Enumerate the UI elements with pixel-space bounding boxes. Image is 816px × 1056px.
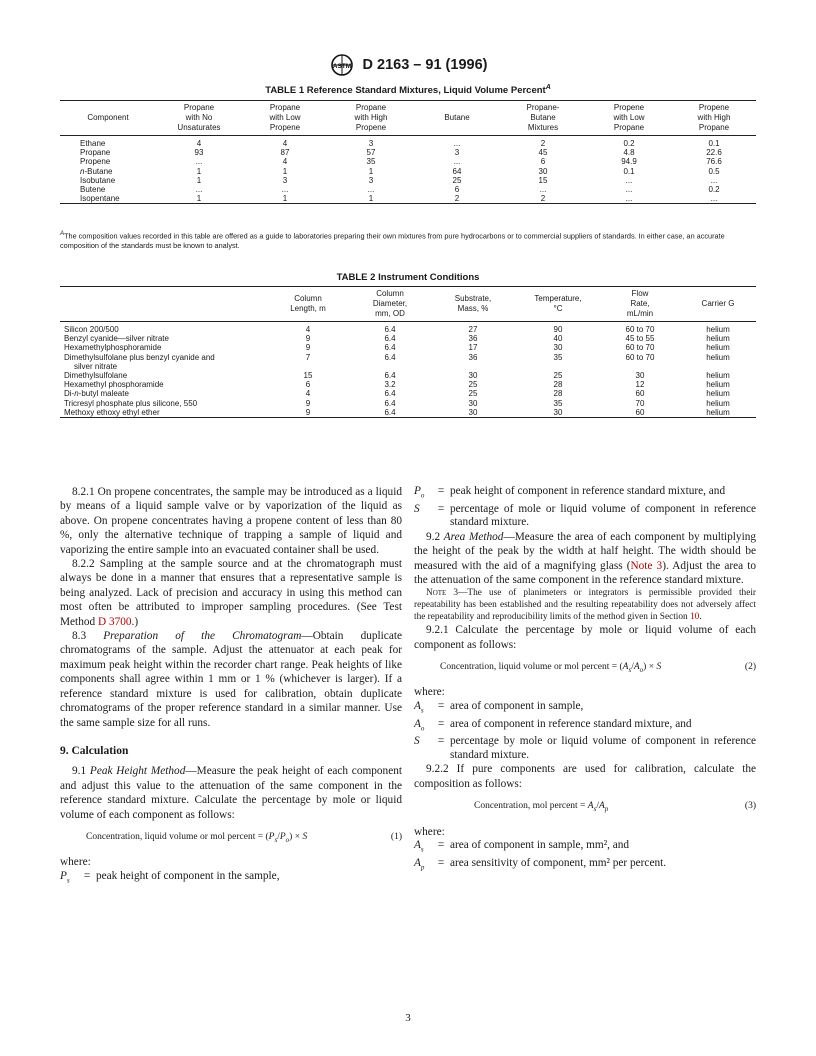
table2-cell: 60 to 70 <box>625 325 655 334</box>
definition-as: $A_s$ = area of component in sample, <box>414 699 584 715</box>
table2-cell: 4 <box>305 325 311 334</box>
where-label: where: <box>60 856 91 869</box>
table2-cell: 60 to 70 <box>625 343 655 353</box>
table2-cell: 3.2 <box>384 380 396 390</box>
table2-cell: helium <box>706 371 730 381</box>
table1-cell: 1 <box>368 166 374 176</box>
where-label-3: where: <box>414 825 445 838</box>
table2-header-row <box>60 287 756 322</box>
table2-cell: 9 <box>305 343 311 353</box>
table1-cell: 22.6 <box>706 148 722 158</box>
table1-column-header: Propane- Butane Mixtures <box>526 103 560 132</box>
table2-row <box>60 334 756 343</box>
table2-cell: 60 to 70 <box>625 352 655 362</box>
table2-cell: Hexamethyl phosphoramide <box>64 380 164 390</box>
table2-cell: Silicon 200/500 <box>64 325 119 334</box>
table1-cell: 2 <box>454 194 460 204</box>
table2-cell: 9 <box>305 398 311 408</box>
table1-cell: 64 <box>452 166 462 176</box>
table2-cell: 9 <box>305 334 311 344</box>
paragraph-8-2-2: 8.2.2 Sampling at the sample source and at the chromatograph must always be done in a manner that ensures that a representative sample is being analyzed. Lack of precision and accuracy in using this method can most often be attributed to improper sampling procedures. (See Test Method D 3700.) <box>60 558 402 628</box>
table1-cell: 6 <box>540 157 546 167</box>
table2-row <box>60 343 756 352</box>
table1-cell: 0.1 <box>708 139 720 148</box>
table1-cell: 3 <box>454 148 460 158</box>
equation-2 <box>440 660 756 677</box>
table2-cell: 6.4 <box>384 398 396 408</box>
paragraph-9-1: 9.1 Peak Height Method—Measure the peak height of each component and adjust this value to the attenuation of the same component in the reference standard mixture. Calculate the percentage by mole or liquid volume of each component as follows: <box>60 765 402 821</box>
table1-cell: Ethane <box>80 139 106 148</box>
table1-cell: 3 <box>282 175 288 185</box>
table2-cell: 30 <box>468 407 478 417</box>
table2-cell: helium <box>706 389 730 399</box>
table1-cell: 3 <box>368 175 374 185</box>
table2-cell: 28 <box>553 380 563 390</box>
table2-cell: Di-n-butyl maleate <box>64 389 129 399</box>
table1-row <box>60 167 756 176</box>
table1-cell: 30 <box>538 166 548 176</box>
table2-cell: 30 <box>553 407 563 417</box>
table2-cell: Dimethylsulfolane plus benzyl cyanide and <box>64 352 215 362</box>
table1-cell: 6 <box>454 185 460 195</box>
table2-column-header: Temperature, °C <box>534 294 582 313</box>
table2-cell: 17 <box>468 343 478 353</box>
paragraph-8-2-1: 8.2.1 On propene concentrates, the sample may be introduced as a liquid by means of a liquid sample valve or by vaporization of the liquid as above. On propene concentrates having a propene content of less than 80 %, only the alternative technique of trapping a sample of liquid and vaporizing the entire sample into an evacuated container shall be used. <box>60 486 402 556</box>
table2-cell: silver nitrate <box>74 361 118 371</box>
table1-cell: ... <box>367 185 375 195</box>
table2-cell <box>266 362 350 371</box>
table2-cell: helium <box>706 407 730 417</box>
definition-ao: $A_o$ = area of component in reference standard mixture, and <box>414 717 692 732</box>
equation-3 <box>474 799 756 816</box>
definition-s: S = percentage of mole or liquid volume of component in reference standard mixture. <box>414 502 756 529</box>
table1-cell: 25 <box>452 175 462 185</box>
table1-cell: Propane <box>80 148 111 158</box>
table1-cell: ... <box>625 194 633 204</box>
table1-cell: 15 <box>538 175 548 185</box>
table1-cell: 0.2 <box>708 185 720 195</box>
table1-cell: 93 <box>194 148 204 158</box>
table2-row <box>60 380 756 389</box>
section-9-heading: 9. Calculation <box>60 744 129 757</box>
table2-column-header: Column Length, m <box>290 294 326 313</box>
table2-column-header: Flow Rate, mL/min <box>626 289 654 318</box>
table1-cell: 76.6 <box>706 157 722 167</box>
table2-cell: helium <box>706 343 730 353</box>
table2-cell: 30 <box>468 371 478 381</box>
table1-header-row <box>60 101 756 136</box>
table1-row <box>60 148 756 157</box>
table2-row <box>60 399 756 408</box>
table1-cell: 3 <box>368 139 374 148</box>
table1-row <box>60 194 756 204</box>
table2-cell: 25 <box>553 371 563 381</box>
table1-cell: ... <box>625 175 633 185</box>
table2-cell: Dimethylsulfolane <box>64 371 128 381</box>
link-d3700[interactable]: D 3700 <box>97 615 132 628</box>
table2-column-header: Carrier G <box>701 299 735 308</box>
table1-cell: 1 <box>196 166 202 176</box>
table1-cell: 0.5 <box>708 166 720 176</box>
table2-row <box>60 362 756 371</box>
table2-cell: 6.4 <box>384 334 396 344</box>
equation-1-formula: Concentration, liquid volume or mol percent = $(P_s/P_o) \times S$ <box>86 831 308 844</box>
definition-s-2: S = percentage by mole or liquid volume of component in reference standard mixture. <box>414 735 756 761</box>
table2-cell: 36 <box>468 334 478 344</box>
table2-cell <box>430 362 516 371</box>
table2-cell: 12 <box>635 380 645 390</box>
table2-cell: 9 <box>305 407 311 417</box>
table2-cell: 28 <box>553 389 563 399</box>
table1-cell: Butene <box>80 185 106 195</box>
table2-row <box>60 353 756 362</box>
table1-cell: 0.1 <box>623 166 635 176</box>
table1-column-header: Propene with Low Propane <box>613 103 645 132</box>
table2-cell: 6.4 <box>384 389 396 399</box>
table1-cell: 1 <box>282 194 288 204</box>
table2-cell: 4 <box>305 389 311 399</box>
table1-row <box>60 157 756 166</box>
table1-row <box>60 136 756 149</box>
paragraph-9-2-1: 9.2.1 Calculate the percentage by mole or liquid volume of each component as follows: <box>414 624 756 651</box>
table1 <box>60 100 756 204</box>
table1-cell: 2 <box>540 139 546 148</box>
table1-cell: 1 <box>196 175 202 185</box>
table1-cell: 57 <box>366 148 376 158</box>
paragraph-9-2-2: 9.2.2 If pure components are used for calibration, calculate the composition as follows: <box>414 763 756 790</box>
table1-cell: 1 <box>282 166 288 176</box>
table1-row <box>60 185 756 194</box>
table1-cell: 45 <box>538 148 548 158</box>
table2-cell: 25 <box>468 380 478 390</box>
table2-cell: 30 <box>553 343 563 353</box>
table2-cell: 30 <box>468 398 478 408</box>
table2-cell: helium <box>706 398 730 408</box>
table1-cell: 1 <box>196 194 202 204</box>
table1-cell: Propene <box>80 157 111 167</box>
table2-cell: 7 <box>305 352 311 362</box>
table1-cell: 4 <box>196 139 202 148</box>
table2-row <box>60 371 756 380</box>
table1-cell: Isopentane <box>80 194 120 204</box>
right-column <box>414 485 756 874</box>
table1-cell: ... <box>453 157 461 167</box>
paragraph-8-3: 8.3 Preparation of the Chromatogram—Obtain duplicate chromatograms of the sample. Adjust the attenuator at each peak for maximum peak height within the recorder chart range. Peak heights of like components shall agree within 1 mm or 1 % (whichever is larger). If a reference standard mixture is used for calibration, obtain duplicate chromatograms of the proper reference standard in a similar manner. Use the same sample size for all runs. <box>60 630 402 729</box>
table1-cell: 87 <box>280 148 290 158</box>
table1-cell: ... <box>539 185 547 195</box>
where-label-2: where: <box>414 686 445 699</box>
equation-3-formula: Concentration, mol percent = $A_s/A_p$ <box>474 801 609 814</box>
table2-cell <box>600 362 680 371</box>
definition-ap: $A_p$ = area sensitivity of component, mm² per percent. <box>414 856 667 871</box>
table2-cell <box>350 362 430 371</box>
table2-cell: 60 <box>635 389 645 399</box>
table1-cell: 35 <box>366 157 376 167</box>
table2-cell: 45 to 55 <box>625 334 655 344</box>
table1-column-header: Butane <box>444 113 470 122</box>
table1-cell: Isobutane <box>80 175 116 185</box>
table2-cell: Benzyl cyanide—silver nitrate <box>64 334 169 344</box>
table2-cell: 6.4 <box>384 407 396 417</box>
equation-3-number: (3) <box>744 801 756 812</box>
table2-column-header: Column Diameter, mm, OD <box>372 289 408 318</box>
table1-cell: ... <box>710 194 718 204</box>
table1-cell: ... <box>453 139 461 148</box>
table2 <box>60 286 756 418</box>
definition-as-2: $A_s$ = area of component in sample, mm², and <box>414 838 630 854</box>
table1-cell: ... <box>281 185 289 195</box>
table2-cell: 36 <box>468 352 478 362</box>
table2-cell: helium <box>706 380 730 390</box>
link-note-3[interactable]: Note 3 <box>630 559 663 572</box>
equation-1-number: (1) <box>390 831 402 842</box>
table2-cell: 6.4 <box>384 371 396 381</box>
table2-cell: 30 <box>635 371 645 381</box>
astm-logo-icon <box>329 54 355 76</box>
table1-column-header: Propane with Low Propene <box>269 103 301 132</box>
table2-cell: Tricresyl phosphate plus silicone, 550 <box>64 398 198 408</box>
table2-cell: 6 <box>305 380 311 390</box>
table2-cell <box>516 362 600 371</box>
document-designation: D 2163 – 91 (1996) <box>362 57 488 73</box>
note-3: Note 3—The use of planimeters or integrators is permissible provided their repeatability has been established and the resulting repeatability does not adversely affect the repeatability and reproducibility limits of the method given in Section 10. <box>414 588 757 623</box>
table1-title: TABLE 1 Reference Standard Mixtures, Liquid Volume Percent$^A$ <box>265 84 551 97</box>
definition-ps: $P_s$ = peak height of component in the sample, <box>60 869 280 884</box>
table2-row <box>60 408 756 418</box>
table2-row <box>60 389 756 398</box>
table1-cell: 4 <box>282 139 288 148</box>
table2-cell: 35 <box>553 352 563 362</box>
table2-cell: 70 <box>635 398 645 408</box>
table2-column-header: Substrate, Mass, % <box>454 294 492 313</box>
table1-cell: n-Butane <box>80 166 113 176</box>
table1-cell: ... <box>195 157 203 167</box>
table1-cell: ... <box>710 175 718 185</box>
table2-title: TABLE 2 Instrument Conditions <box>336 272 480 283</box>
table1-cell: 4.8 <box>623 148 635 158</box>
table1-cell: 4 <box>282 157 288 167</box>
table2-cell: 25 <box>468 389 478 399</box>
table1-cell: 94.9 <box>621 157 637 167</box>
equation-2-number: (2) <box>744 662 756 673</box>
table2-cell: 15 <box>303 371 313 381</box>
table2-row <box>60 322 756 335</box>
table2-column-header <box>60 287 266 322</box>
paragraph-9-2: 9.2 Area Method—Measure the area of each component by multiplying the height of the peak by the width at half height. The width should be measured with the aid of a magnifying glass (Note 3). Adjust the area to the attenuation of the same component in the reference standard mixture. <box>414 530 757 586</box>
equation-2-formula: Concentration, liquid volume or mol percent = $(A_s/A_o) \times S$ <box>440 662 662 675</box>
table1-row <box>60 176 756 185</box>
table1-cell: 1 <box>368 194 374 204</box>
table1-cell: ... <box>625 185 633 195</box>
table2-cell: 90 <box>553 325 563 334</box>
page-number: 3 <box>405 1012 411 1024</box>
definition-po: $P_o$ = peak height of component in reference standard mixture, and <box>414 485 726 500</box>
table2-cell: Methoxy ethoxy ethyl ether <box>64 407 160 417</box>
table2-cell: helium <box>706 325 730 334</box>
equation-1 <box>86 830 402 847</box>
table2-cell: 27 <box>468 325 478 334</box>
table2-cell: helium <box>706 334 730 344</box>
table1-column-header: Propane with No Unsaturates <box>177 103 221 132</box>
table1-cell: ... <box>195 185 203 195</box>
table1-column-header: Propane with High Propene <box>354 103 388 132</box>
table1-cell: 0.2 <box>623 139 635 148</box>
table2-cell: 60 <box>635 407 645 417</box>
table1-column-header: Component <box>87 113 129 122</box>
page-header <box>0 54 816 76</box>
table2-cell: helium <box>706 352 730 362</box>
table1-cell: 2 <box>540 194 546 204</box>
left-column <box>60 485 402 887</box>
table1-footnote: $^A$The composition values recorded in this table are offered as a guide to laboratories preparing their own mixtures from pure hydrocarbons or to commercial suppliers of standards. In either case, an accurate composition of the standards must be known to analyst. <box>60 230 725 250</box>
table2-cell: 6.4 <box>384 325 396 334</box>
table1-column-header: Propene with High Propane <box>697 103 731 132</box>
table2-cell: 35 <box>553 398 563 408</box>
svg-text:ASTM: ASTM <box>332 63 351 70</box>
table2-cell: 6.4 <box>384 352 396 362</box>
table2-cell <box>680 362 756 371</box>
link-section-10[interactable]: 10 <box>690 612 700 623</box>
table2-cell: 40 <box>553 334 563 344</box>
table2-cell: 6.4 <box>384 343 396 353</box>
table2-cell: Hexamethylphosphoramide <box>64 343 162 353</box>
